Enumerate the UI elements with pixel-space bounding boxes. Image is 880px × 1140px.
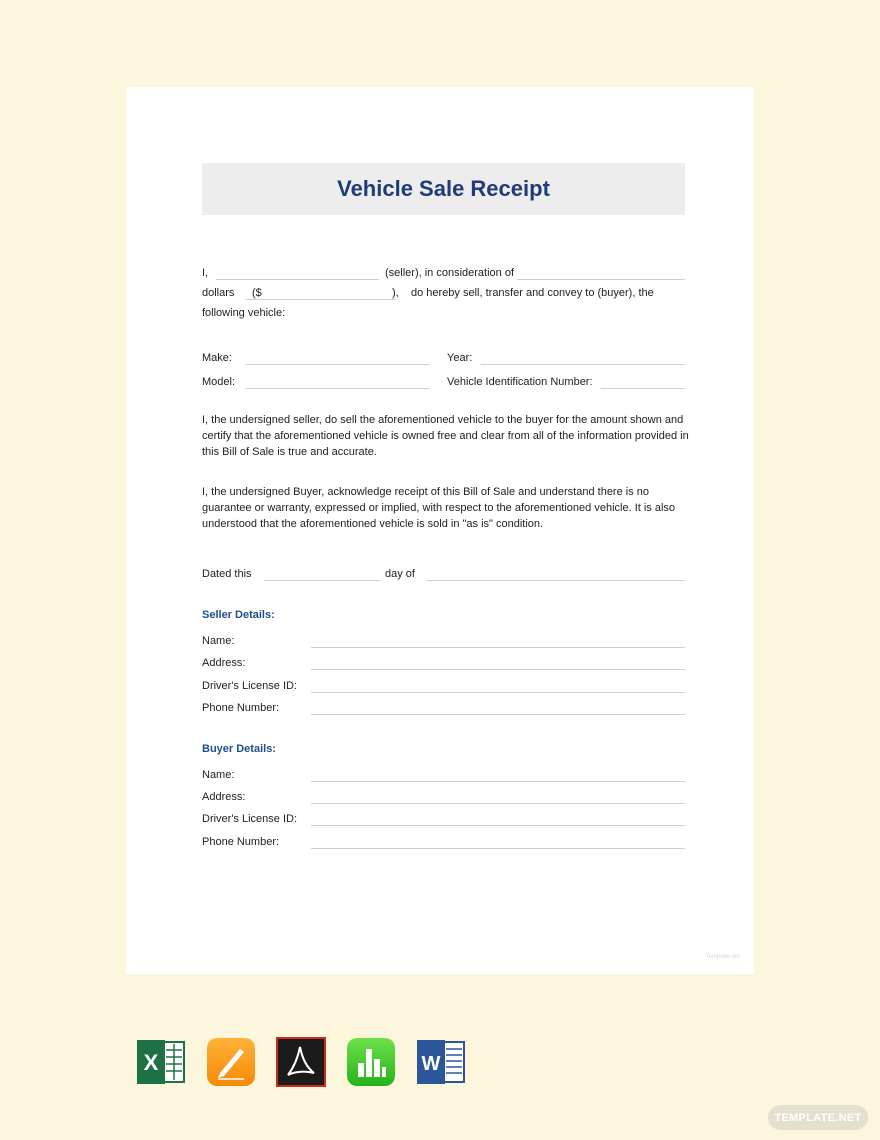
document-page (126, 87, 754, 974)
seller-name-field[interactable] (311, 647, 685, 648)
svg-text:X: X (143, 1050, 159, 1075)
seller-phone-field[interactable] (311, 714, 685, 715)
buyer-name-field[interactable] (311, 781, 685, 782)
title-banner (202, 163, 685, 215)
svg-text:W: W (421, 1053, 441, 1075)
pdf-icon[interactable] (276, 1037, 326, 1087)
seller-details-heading: Seller Details: (202, 609, 275, 621)
seller-name-label: Name: (202, 635, 235, 647)
day-blank[interactable] (264, 580, 380, 581)
document-title: Vehicle Sale Receipt (337, 176, 550, 201)
numbers-icon[interactable] (346, 1037, 396, 1087)
buyer-statement: I, the undersigned Buyer, acknowledge receipt of this Bill of Sale and understand there is no guarantee or warranty, expressed or implied, with respect to the aforementioned vehicle. It is also understood that the aforementioned vehicle is sold in "as is" condition. (202, 486, 676, 531)
pages-icon[interactable] (206, 1037, 256, 1087)
seller-statement: I, the undersigned seller, do sell the aforementioned vehicle to the buyer for the amount shown and certify that the aforementioned vehicle is owned free and clear from all of the information provided in this Bill of Sale is true and accurate. (202, 414, 689, 459)
buyer-phone-field[interactable] (311, 848, 685, 849)
buyer-address-field[interactable] (311, 803, 685, 804)
intro-dollars: dollars (202, 287, 235, 299)
excel-icon[interactable] (136, 1037, 186, 1087)
make-blank[interactable] (246, 364, 430, 365)
dated-this-label: Dated this (202, 568, 252, 580)
intro-following: following vehicle: (202, 307, 286, 319)
year-label: Year: (447, 352, 473, 364)
seller-license-field[interactable] (311, 692, 685, 693)
vin-label: Vehicle Identification Number: (447, 376, 593, 388)
consideration-blank[interactable] (517, 279, 685, 280)
seller-address-label: Address: (202, 657, 246, 669)
buyer-name-label: Name: (202, 769, 235, 781)
buyer-phone-label: Phone Number: (202, 836, 280, 848)
intro-seller: (seller), in consideration of (385, 267, 515, 279)
intro-paren-dollar: ($ (252, 287, 262, 299)
model-label: Model: (202, 376, 236, 388)
seller-name-blank[interactable] (216, 279, 379, 280)
dollar-words-blank[interactable] (246, 299, 396, 300)
buyer-address-label: Address: (202, 791, 246, 803)
day-of-label: day of (385, 568, 415, 580)
seller-address-field[interactable] (311, 669, 685, 670)
seller-license-label: Driver's License ID: (202, 680, 298, 692)
year-blank[interactable] (481, 364, 685, 365)
model-blank[interactable] (246, 388, 430, 389)
word-icon[interactable] (416, 1037, 466, 1087)
seller-phone-label: Phone Number: (202, 702, 280, 714)
make-label: Make: (202, 352, 232, 364)
intro-convey: do hereby sell, transfer and convey to (buyer), the (411, 287, 654, 299)
watermark: Template.net (705, 954, 740, 960)
buyer-details-heading: Buyer Details: (202, 743, 276, 755)
intro-paren-close: ), (392, 287, 399, 299)
intro-i: I, (202, 267, 209, 279)
buyer-license-field[interactable] (311, 825, 685, 826)
template-net-badge[interactable]: TEMPLATE.NET (768, 1105, 868, 1130)
vin-blank[interactable] (601, 388, 685, 389)
month-blank[interactable] (426, 580, 685, 581)
buyer-license-label: Driver's License ID: (202, 813, 298, 825)
